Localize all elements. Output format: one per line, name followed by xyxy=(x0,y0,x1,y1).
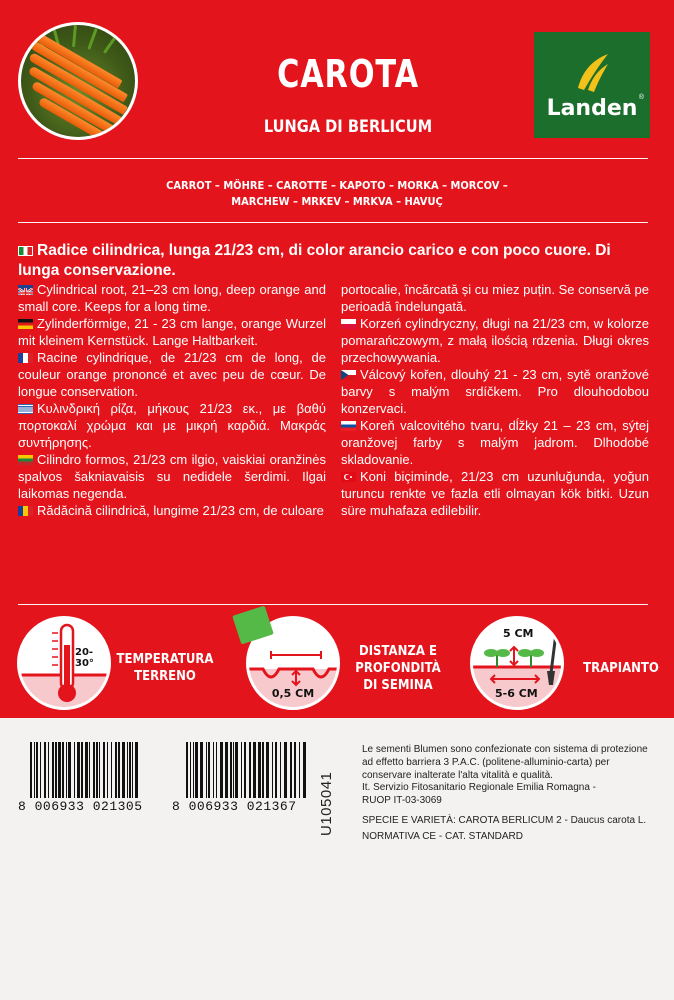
landen-logo xyxy=(534,32,650,138)
barcode-2-digits: 8 006933 021367 xyxy=(172,799,297,814)
barcode-bar xyxy=(306,742,307,798)
registered-mark: ® xyxy=(638,94,644,101)
divider xyxy=(18,158,648,159)
divider xyxy=(18,222,648,223)
description-pl: Korzeń cylindryczny, długi na 21/23 cm, w kolorze pomarańczowym, z małą ilością rdzenia. Długi okres przechowywania. xyxy=(341,316,649,365)
barcode-2 xyxy=(186,742,307,798)
barcode-bar xyxy=(138,742,140,798)
names-line: CARROT – MÖHRE – CAROTTE – KAPOTO – MORKA – MORCOV – xyxy=(166,179,508,192)
barcode-1-digits: 8 006933 021305 xyxy=(18,799,143,814)
flag-lt-icon xyxy=(18,455,33,465)
flag-gb-icon xyxy=(18,285,33,295)
packaging-info: Le sementi Blumen sono confezionate con sistema di protezione ad effetto barriera 3 P.A.C. (politene-alluminio-carta) per conservare inalterate l'alta vitalità e qualità. It. Servizio Fitosanitario Regionale Emilia Romagna - RUOP IT-03-3069 xyxy=(362,744,648,807)
flag-tr-icon xyxy=(341,472,356,482)
lot-code: U105041 xyxy=(318,771,335,836)
description-column-right xyxy=(341,281,649,519)
transplant-icon xyxy=(470,616,564,710)
flag-ro-icon xyxy=(18,506,33,516)
description-column-left xyxy=(18,281,326,519)
leaf-icon xyxy=(574,52,610,92)
flag-sk-icon xyxy=(341,421,356,431)
depth-value: 0,5 CM xyxy=(271,687,315,700)
description-sk: Koreň valcovitého tvaru, dĺžky 21 – 23 cm, sýtej oranžovej farby s malým jadrom. Dlhodobé skladovanie. xyxy=(341,418,649,467)
italian-description: Radice cilindrica, lunga 21/23 cm, di color arancio carico e con poco cuore. Di lunga conservazione. xyxy=(18,242,611,279)
spacing-top-value: 5 CM xyxy=(503,627,534,640)
divider xyxy=(18,604,648,605)
translated-names xyxy=(90,178,584,210)
description-cz: Válcový kořen, dlouhý 21 - 23 cm, sytě oranžové barvy s malým srdíčkem. Pro dlouhodobou konzervaci. xyxy=(341,367,649,416)
product-title: CAROTA xyxy=(277,52,419,96)
description-tr: Koni biçiminde, 21/23 cm uzunluğunda, yoğun turuncu renkte ve fazla etli olmayan kök bitki. Uzun süre muhafaza edilebilir. xyxy=(341,469,649,518)
product-variety: LUNGA DI BERLICUM xyxy=(263,117,433,137)
flag-gr-icon xyxy=(18,404,33,414)
flag-it-icon xyxy=(18,246,33,256)
description-ro-continued: portocalie, încărcată și cu miez puțin. Se conservă pe perioadă îndelungată. xyxy=(341,282,649,314)
species-info: SPECIE E VARIETÀ: CAROTA BERLICUM 2 - Daucus carota L. NORMATIVA CE - CAT. STANDARD xyxy=(362,815,647,842)
description-lt: Cilindro formos, 21/23 cm ilgio, vaiskiai oranžinės spalvos šakniavaisis su nedidele šerdimi. Ilgai laikomas negenda. xyxy=(18,452,326,501)
spacing-bottom-value: 5-6 CM xyxy=(495,687,538,700)
names-line: MARCHEW – MRKEV – MRKVA – HAVUÇ xyxy=(231,195,443,208)
description-de: Zylinderförmige, 21 - 23 cm lange, orange Wurzel mit kleinem Kernstück. Lange Haltbarkeit. xyxy=(18,316,326,348)
flag-fr-icon xyxy=(18,353,33,363)
flag-cz-icon xyxy=(341,370,356,380)
temperature-value: 20-30° xyxy=(75,647,94,669)
logo-text: Landen xyxy=(546,96,638,121)
description-gr: Κυλινδρική ρίζα, μήκους 21/23 εκ., με βαθύ πορτοκαλί χρώμα και με μικρή καρδιά. Μακράς συντήρησης. xyxy=(18,401,326,450)
soil-temperature-icon xyxy=(17,616,111,710)
description-en: Cylindrical root, 21–23 cm long, deep orange and small core. Keeps for a long time. xyxy=(18,282,326,314)
description-ro: Rădăcină cilindrică, lungime 21/23 cm, de culoare xyxy=(18,502,326,519)
distance-label: DISTANZA E PROFONDITÀ DI SEMINA xyxy=(355,644,441,693)
flag-pl-icon xyxy=(341,319,356,329)
description-fr: Racine cylindrique, de 21/23 cm de long, de couleur orange prononcé et avec peu de cœur. De longue conservation. xyxy=(18,350,326,399)
temperature-label: TEMPERATURA TERRENO xyxy=(116,652,214,684)
flag-de-icon xyxy=(18,319,33,329)
transplant-label: TRAPIANTO xyxy=(583,661,659,676)
carrot-photo xyxy=(18,22,138,140)
barcode-1 xyxy=(30,742,140,798)
